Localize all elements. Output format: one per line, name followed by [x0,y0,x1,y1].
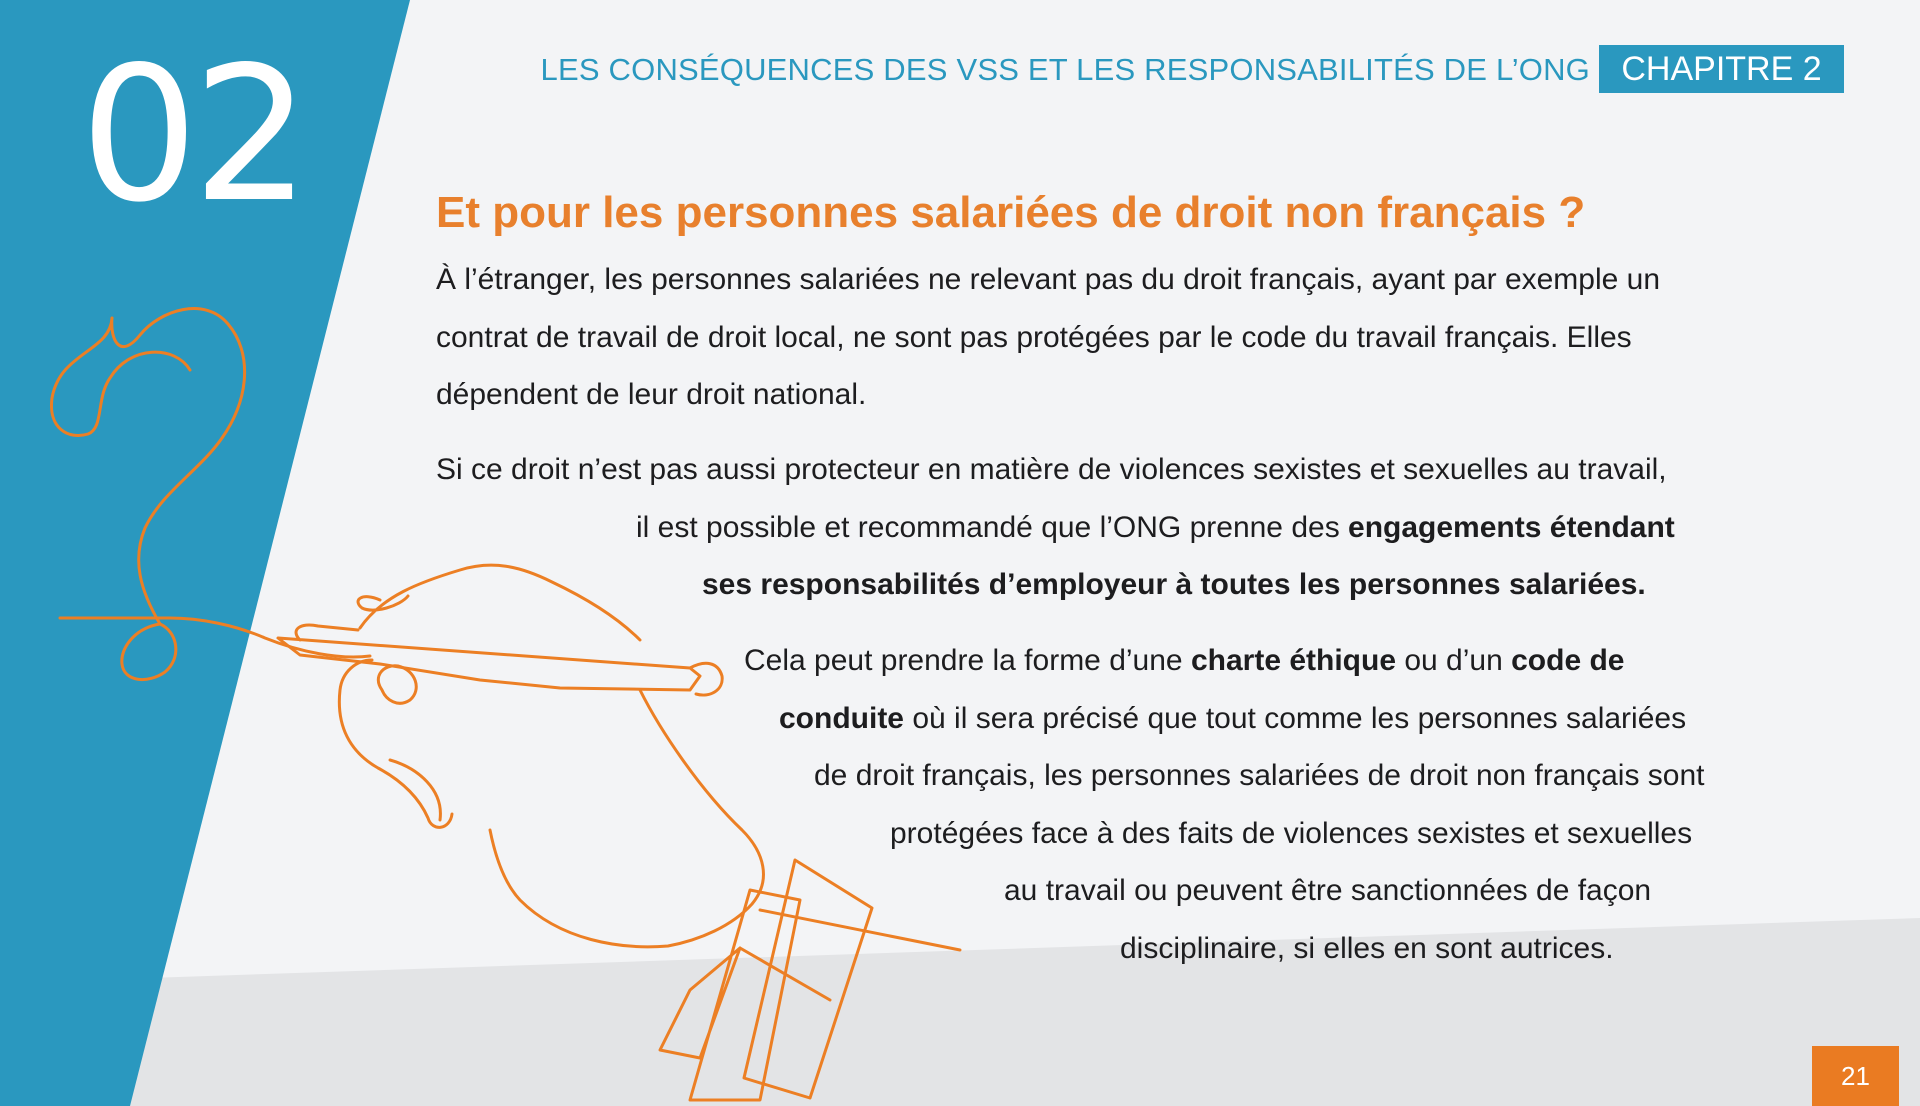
text-line [744,690,1705,748]
text-segment: où il sera précisé que tout comme les personnes salariées [904,701,1687,735]
text-segment: ou d’un [1396,644,1512,677]
paragraph-intro [436,251,1660,424]
text-line: de droit français, les personnes salariées de droit non français sont [814,759,1705,792]
text-line: Si ce droit n’est pas aussi protecteur en matière de violences sexistes et sexuelles au travail, [436,453,1667,486]
bold-text-segment: conduite [779,701,904,735]
text-segment: il est possible et recommandé que l’ONG prenne des [636,510,1349,544]
question-mark-icon [51,309,370,680]
text-line: protégées face à des faits de violences sexistes et sexuelles [890,816,1693,850]
running-header-title: LES CONSÉQUENCES DES VSS ET LES RESPONSABILITÉS DE L’ONG [540,52,1590,87]
section-title: Et pour les personnes salariées de droit non français ? [436,188,1586,237]
bold-text-segment: code de [1511,644,1625,677]
pen-icon [278,625,722,695]
text-line: contrat de travail de droit local, ne sont pas protégées par le code du travail français. Elles [436,320,1632,354]
chapter-badge: CHAPITRE 2 [1599,45,1844,93]
text-line: disciplinaire, si elles en sont autrices. [1120,931,1614,965]
bold-text-segment: charte éthique [1190,644,1397,677]
text-segment: Cela peut prendre la forme d’une [744,644,1191,677]
text-line [436,499,1675,557]
page-number: 21 [1812,1046,1899,1106]
paragraph-charter [744,632,1705,977]
text-line [436,556,1675,614]
chapter-number: 02 [80,26,305,243]
text-line: au travail ou peuvent être sanctionnées de façon [1004,874,1652,907]
text-line: À l’étranger, les personnes salariées ne relevant pas du droit français, ayant par exemple un [436,263,1661,296]
bold-text-segment: ses responsabilités d’employeur à toutes les personnes salariées. [702,568,1646,601]
text-line: dépendent de leur droit national. [436,378,867,411]
paragraph-recommendation [436,441,1675,614]
bold-text-segment: engagements étendant [1348,510,1675,544]
text-line [744,632,1705,690]
